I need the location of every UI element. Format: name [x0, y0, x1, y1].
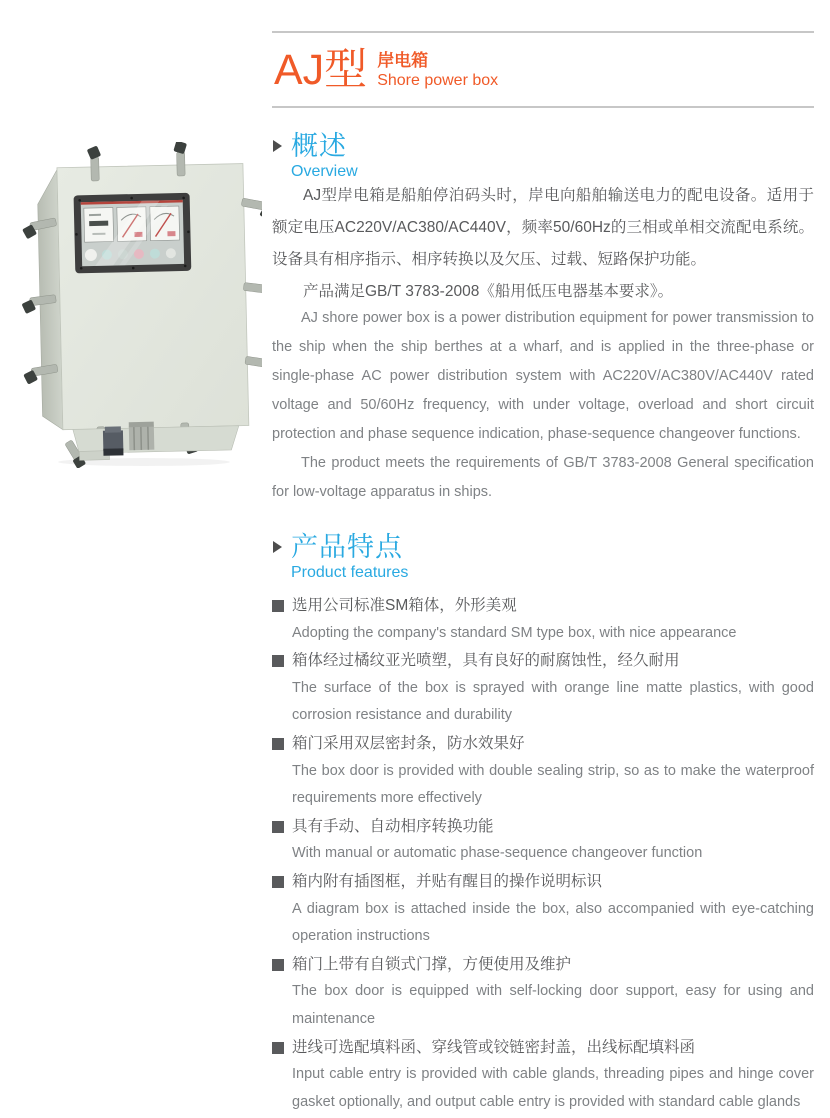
features-list — [272, 592, 814, 1116]
feature-item — [272, 813, 814, 868]
section-marker-icon — [273, 541, 282, 553]
model-name: AJ型 — [274, 46, 368, 94]
overview-paragraph-en: The product meets the requirements of GB/T 3783-2008 General specification for low-voltage apparatus in ships. — [272, 455, 814, 500]
title-subtitle-zh: 岸电箱 — [377, 51, 429, 70]
feature-en: Input cable entry is provided with cable glands, threading pipes and hinge cover gasket optionally, and output cable entry is provided with standard cable glands — [292, 1066, 814, 1110]
overview-text-en — [272, 304, 814, 507]
bullet-square-icon — [272, 655, 284, 667]
shore-power-box-illustration — [12, 142, 262, 468]
title-subtitle-en: Shore power box — [377, 72, 499, 89]
features-heading-zh: 产品特点 — [291, 532, 403, 562]
overview-paragraph-zh: AJ型岸电箱是船舶停泊码头时，岸电向船舶输送电力的配电设备。适用于额定电压AC220V/AC380/AC440V，频率50/60Hz的三相或单相交流配电系统。设备具有相序指示、相序转换以及欠压、过载、短路保护功能。 — [272, 187, 814, 268]
overview-paragraph-zh: 产品满足GB/T 3783-2008《船用低压电器基本要求》。 — [303, 283, 674, 300]
feature-en: With manual or automatic phase-sequence changeover function — [292, 845, 703, 862]
feature-item — [272, 647, 814, 730]
cable-gland-icon — [103, 426, 124, 455]
feature-item — [272, 1034, 814, 1117]
meter-window — [74, 193, 192, 274]
feature-en: The box door is equipped with self-locking door support, easy for using and maintenance — [292, 983, 814, 1027]
overview-heading-en: Overview — [291, 163, 358, 180]
feature-en: Adopting the company's standard SM type box, with nice appearance — [292, 624, 737, 641]
section-overview-heading — [273, 131, 358, 181]
feature-en: The box door is provided with double sealing strip, so as to make the waterproof requirements more effectively — [292, 762, 814, 807]
bullet-square-icon — [272, 600, 284, 612]
bullet-square-icon — [272, 876, 284, 888]
section-features-heading — [273, 532, 408, 582]
title-rule-top — [272, 31, 814, 33]
feature-item — [272, 951, 814, 1034]
feature-zh: 具有手动、自动相序转换功能 — [292, 817, 494, 835]
section-marker-icon — [273, 140, 282, 152]
cable-gland-icon — [129, 422, 155, 451]
feature-zh: 选用公司标准SM箱体，外形美观 — [292, 597, 517, 614]
feature-zh: 箱门采用双层密封条，防水效果好 — [292, 734, 525, 752]
bullet-square-icon — [272, 1042, 284, 1054]
title-rule-bottom — [272, 106, 814, 108]
features-heading-en: Product features — [291, 564, 409, 581]
feature-item — [272, 592, 814, 647]
product-photo — [12, 142, 262, 468]
feature-zh: 箱体经过橘纹亚光喷塑，具有良好的耐腐蚀性，经久耐用 — [292, 652, 680, 670]
title-subtitle — [377, 51, 498, 91]
feature-zh: 箱内附有插图框，并贴有醒目的操作说明标识 — [292, 872, 603, 890]
feature-item — [272, 868, 814, 951]
overview-text-zh — [272, 180, 814, 308]
product-title — [274, 44, 498, 96]
bullet-square-icon — [272, 738, 284, 750]
feature-en: A diagram box is attached inside the box, also accompanied with eye-catching operation instructions — [292, 900, 814, 945]
overview-heading-zh: 概述 — [291, 131, 347, 161]
overview-paragraph-en: AJ shore power box is a power distribution equipment for power transmission to the ship when the ship berthes at a wharf, and is applied in the three-phase or single-phase AC power distribution system with AC220V/AC380V/AC440V rated voltage and 50/60Hz frequency, with under voltage, overload and short circuit protection and phase sequence indication, phase-sequence changeover functions. — [272, 310, 814, 442]
feature-zh: 箱门上带有自锁式门撑，方便使用及维护 — [292, 955, 572, 973]
feature-item — [272, 730, 814, 813]
bullet-square-icon — [272, 821, 284, 833]
feature-zh: 进线可选配填料函、穿线管或铰链密封盖，出线标配填料函 — [292, 1038, 696, 1056]
feature-en: The surface of the box is sprayed with orange line matte plastics, with good corrosion resistance and durability — [292, 679, 814, 724]
bullet-square-icon — [272, 959, 284, 971]
analog-meter-icon — [84, 208, 114, 243]
